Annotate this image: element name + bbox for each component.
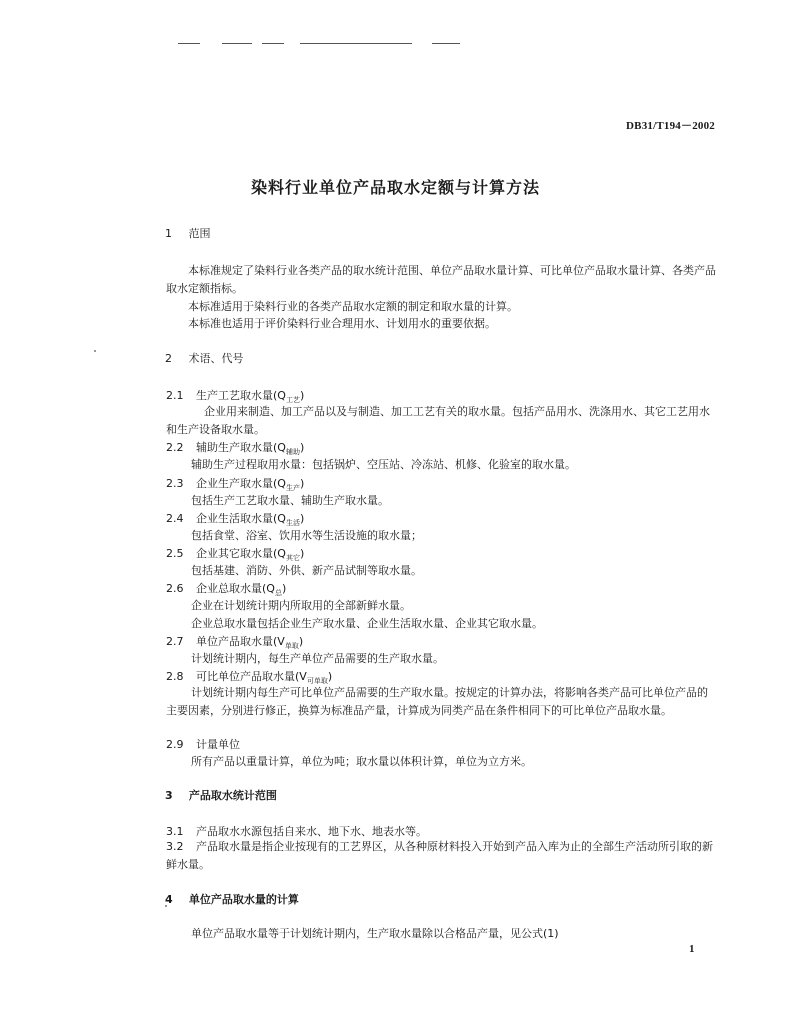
section-number: 4 [165, 893, 173, 906]
term-number: 2.2 [166, 441, 184, 454]
section-3-1 [166, 823, 427, 839]
item-number: 3.1 [166, 825, 184, 838]
scan-artifact-line [262, 43, 284, 44]
term-2-4-heading [166, 510, 304, 528]
section-title: 单位产品取水量的计算 [188, 893, 299, 906]
term-subscript: 单取 [284, 642, 299, 651]
section-1-paragraph: 本标准适用于染料行业的各类产品取水定额的制定和取水量的计算。 [188, 300, 518, 313]
section-2-heading [165, 350, 244, 366]
term-2-8-body: 计划统计期内每生产可比单位产品需要的生产取水量。按规定的计算办法，将影响各类产品可比单位产品的主要因素，分别进行修正，换算为标准品产量，计算成为同类产品在条件相同下的可比单位产品取水量。 [166, 686, 708, 717]
term-close: ) [281, 582, 287, 595]
term-number: 2.8 [166, 670, 184, 683]
section-3-heading [165, 787, 277, 803]
term-close: ) [299, 547, 305, 560]
term-label: 企业生活取水量(Q [196, 512, 286, 525]
section-1-paragraph: 本标准也适用于评价染料行业合理用水、计划用水的重要依据。 [188, 317, 496, 330]
term-number: 2.6 [166, 582, 184, 595]
section-1-paragraph: 本标准规定了染料行业各类产品的取水统计范围、单位产品取水量计算、可比单位产品取水量计算、各类产品取水定额指标。 [166, 264, 716, 295]
section-1-heading [165, 225, 211, 241]
scan-artifact-line [432, 43, 460, 44]
page-number: 1 [689, 943, 695, 955]
term-number: 2.3 [166, 477, 184, 490]
term-label: 企业其它取水量(Q [196, 547, 286, 560]
term-label: 计量单位 [196, 738, 240, 751]
term-2-6-body-2: 企业总取水量包括企业生产取水量、企业生活取水量、企业其它取水量。 [191, 617, 543, 630]
term-2-5-body: 包括基建、消防、外供、新产品试制等取水量。 [191, 564, 422, 577]
term-subscript: 辅助 [285, 448, 300, 457]
term-subscript: 工艺 [285, 396, 300, 405]
scan-artifact-line [300, 43, 412, 44]
scan-speck [94, 350, 96, 352]
section-title: 术语、代号 [188, 352, 244, 365]
item-text: 产品取水量是指企业按现有的工艺界区，从各种原材料投入开始到产品入库为止的全部生产活动所引取的新鲜水量。 [166, 840, 713, 871]
scan-artifact-line [222, 43, 252, 44]
term-number: 2.7 [166, 635, 184, 648]
item-number: 3.2 [166, 840, 184, 853]
term-2-2-heading [166, 439, 304, 457]
term-2-2-body: 辅助生产过程取用水量：包括锅炉、空压站、冷冻站、机修、化验室的取水量。 [191, 458, 576, 471]
page-title: 染料行业单位产品取水定额与计算方法 [250, 178, 540, 197]
term-2-3-body: 包括生产工艺取水量、辅助生产取水量。 [191, 494, 389, 507]
term-subscript: 生产 [285, 484, 300, 493]
section-number: 3 [165, 789, 173, 802]
term-number: 2.5 [166, 547, 184, 560]
term-label: 可比单位产品取水量(V [196, 670, 307, 683]
term-label: 企业总取水量(Q [196, 582, 275, 595]
term-number: 2.9 [166, 738, 184, 751]
term-close: ) [299, 441, 305, 454]
term-close: ) [299, 477, 305, 490]
section-4-heading [165, 891, 299, 907]
section-title: 范围 [188, 227, 211, 240]
term-close: ) [299, 512, 305, 525]
item-text: 产品取水水源包括自来水、地下水、地表水等。 [196, 825, 427, 838]
term-number: 2.4 [166, 512, 184, 525]
term-2-7-body: 计划统计期内，每生产单位产品需要的生产取水量。 [191, 652, 444, 665]
document-code: DB31/T194－2002 [626, 120, 715, 132]
scan-artifact-line [178, 43, 200, 44]
section-title: 产品取水统计范围 [188, 789, 277, 802]
term-2-6-body: 企业在计划统计期内所取用的全部新鲜水量。 [191, 599, 411, 612]
term-close: ) [299, 389, 305, 402]
term-subscript: 生活 [285, 519, 300, 528]
term-label: 辅助生产取水量(Q [196, 441, 286, 454]
term-2-4-body: 包括食堂、浴室、饮用水等生活设施的取水量； [191, 529, 422, 542]
term-label: 单位产品取水量(V [196, 635, 285, 648]
term-2-1-body: 企业用来制造、加工产品以及与制造、加工工艺有关的取水量。包括产品用水、洗涤用水、其它工艺用水和生产设备取水量。 [166, 405, 710, 436]
term-2-6-heading [166, 580, 286, 598]
term-close: ) [327, 670, 333, 683]
term-number: 2.1 [166, 389, 184, 402]
section-number: 1 [165, 227, 172, 240]
term-label: 企业生产取水量(Q [196, 477, 286, 490]
term-subscript: 可单取 [306, 677, 328, 686]
term-subscript: 总 [274, 589, 282, 598]
term-2-5-heading [166, 545, 304, 563]
term-label: 生产工艺取水量(Q [196, 389, 286, 402]
term-close: ) [298, 635, 304, 648]
section-4-body: 单位产品取水量等于计划统计期内，生产取水量除以合格品产量，见公式(1) [191, 927, 559, 940]
section-number: 2 [165, 352, 172, 365]
term-2-9-body: 所有产品以重量计算，单位为吨；取水量以体积计算，单位为立方米。 [191, 755, 532, 768]
term-2-7-heading [166, 633, 303, 651]
term-2-3-heading [166, 475, 304, 493]
term-subscript: 其它 [285, 554, 300, 563]
term-2-9-heading [166, 736, 240, 752]
section-3-2 [166, 838, 716, 874]
